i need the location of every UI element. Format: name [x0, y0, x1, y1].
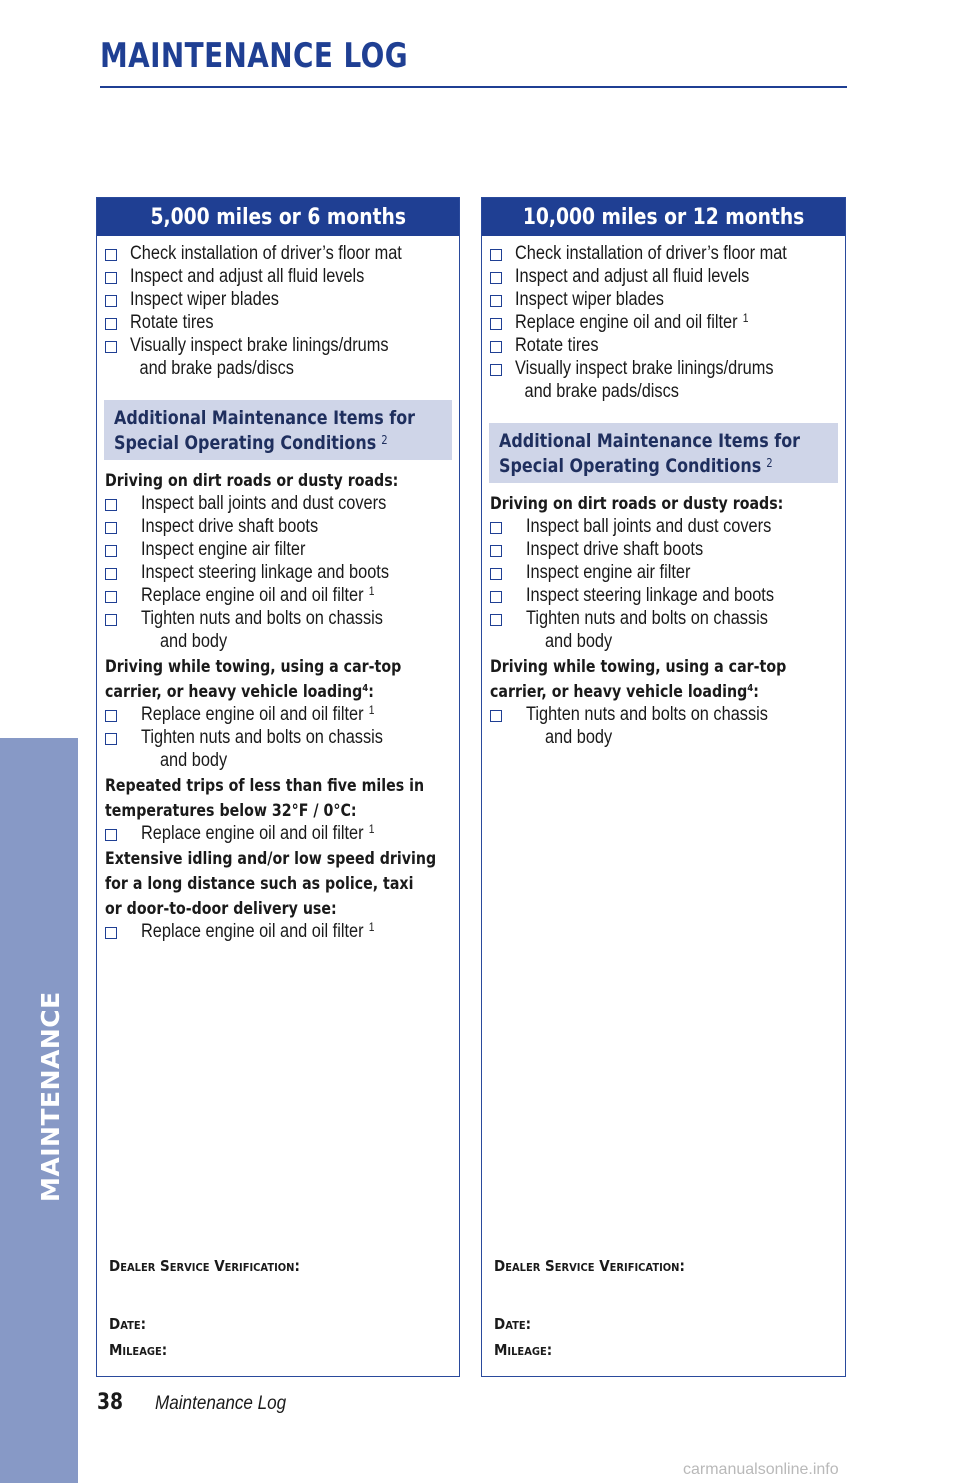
interval-header-text: 10,000 miles or 12 months [522, 204, 805, 230]
checkbox-icon[interactable] [490, 364, 502, 376]
main-checklist [105, 242, 449, 380]
column-body [482, 236, 845, 749]
checklist-item-label [526, 538, 703, 561]
checklist-item-continuation: and body [544, 631, 613, 652]
condition-heading [105, 898, 401, 920]
item-text-line: Tighten nuts and bolts on chassis [141, 608, 383, 629]
footnote-ref: 4 [747, 683, 754, 694]
checkbox-icon[interactable] [105, 614, 117, 626]
checklist-entry [490, 538, 835, 561]
checklist-item-label [141, 703, 374, 726]
checklist-entry [105, 561, 449, 584]
item-text-line: Inspect drive shaft boots [141, 516, 319, 537]
item-text-line: Inspect engine air filter [526, 562, 691, 583]
condition-section [490, 493, 835, 653]
checkbox-icon[interactable] [490, 522, 502, 534]
checklist-entry [490, 607, 835, 653]
checkbox-icon[interactable] [105, 710, 117, 722]
item-text-line: Replace engine oil and oil filter [141, 585, 364, 606]
checklist-item-label [515, 334, 599, 357]
checkbox-icon[interactable] [490, 249, 502, 261]
checklist-item[interactable] [105, 265, 449, 288]
date-label: Date: [494, 1315, 532, 1333]
checklist-item[interactable] [490, 703, 835, 726]
main-checklist [490, 242, 835, 403]
checklist-item-label [130, 311, 214, 334]
condition-checklist [105, 920, 449, 943]
condition-heading-text: temperatures below 32°F / 0°C: [105, 801, 357, 820]
footnote-ref: 1 [368, 584, 375, 598]
checklist-item-label [130, 288, 279, 311]
condition-heading-text: Driving while towing, using a car-top [490, 657, 787, 676]
checklist-entry [490, 288, 835, 311]
condition-heading [490, 681, 787, 703]
date-label: Date: [109, 1315, 147, 1333]
condition-checklist [105, 703, 449, 772]
item-text-line: Replace engine oil and oil filter [515, 312, 738, 333]
checklist-item[interactable] [105, 538, 449, 561]
checklist-entry [105, 584, 449, 607]
page-number: 38 [97, 1390, 124, 1415]
checklist-entry [105, 242, 449, 265]
condition-heading-text: Driving while towing, using a car-top [105, 657, 402, 676]
checkbox-icon[interactable] [105, 318, 117, 330]
item-text-line: Inspect wiper blades [130, 289, 279, 310]
checklist-item[interactable] [105, 584, 449, 607]
checklist-item-label [141, 492, 386, 515]
checkbox-icon[interactable] [105, 733, 117, 745]
checklist-item-label [526, 515, 771, 538]
checklist-item[interactable] [105, 920, 449, 943]
item-text-line: Inspect steering linkage and boots [141, 562, 389, 583]
title-rule [100, 86, 847, 88]
checklist-entry [105, 492, 449, 515]
checklist-item-label [515, 311, 748, 334]
footnote-ref: 1 [368, 822, 375, 836]
additional-items-title: Additional Maintenance Items for [114, 407, 416, 429]
checklist-item-label [141, 607, 383, 630]
checklist-entry [105, 311, 449, 334]
checklist-entry [490, 265, 835, 288]
item-text-line: Visually inspect brake linings/drums [130, 335, 389, 356]
condition-heading [105, 470, 401, 492]
item-text-line: Inspect and adjust all fluid levels [130, 266, 365, 287]
checklist-entry [490, 584, 835, 607]
dealer-service-verification-label: Dealer Service Verification: [494, 1257, 685, 1275]
condition-heading-suffix: : [753, 682, 759, 701]
checklist-entry [490, 357, 835, 403]
checklist-entry [105, 822, 449, 845]
condition-section [105, 656, 449, 772]
checklist-item-label [526, 703, 768, 726]
checkbox-icon[interactable] [105, 591, 117, 603]
checklist-entry [490, 515, 835, 538]
checkbox-icon[interactable] [490, 318, 502, 330]
checklist-entry [105, 265, 449, 288]
checklist-item-continuation: and brake pads/discs [524, 381, 679, 402]
checklist-item-label [526, 584, 774, 607]
footnote-ref: 2 [766, 456, 773, 470]
checklist-item-label [141, 515, 318, 538]
checkbox-icon[interactable] [105, 568, 117, 580]
checklist-item-continuation: and brake pads/discs [139, 358, 294, 379]
checklist-item-continuation: and body [159, 750, 228, 771]
item-text-line: Tighten nuts and bolts on chassis [141, 727, 383, 748]
checkbox-icon[interactable] [105, 499, 117, 511]
checklist-entry [490, 334, 835, 357]
additional-items-box [489, 423, 838, 483]
checkbox-icon[interactable] [490, 295, 502, 307]
checklist-item[interactable] [490, 242, 835, 265]
checkbox-icon[interactable] [105, 927, 117, 939]
page-footer-label: Maintenance Log [155, 1393, 287, 1414]
checklist-item[interactable] [105, 288, 449, 311]
item-text-line: Visually inspect brake linings/drums [515, 358, 774, 379]
checklist-item[interactable] [105, 515, 449, 538]
interval-header [97, 198, 459, 236]
checklist-entry [105, 703, 449, 726]
additional-items-box [104, 400, 452, 460]
checklist-entry [105, 288, 449, 311]
checkbox-icon[interactable] [105, 249, 117, 261]
checkbox-icon[interactable] [105, 829, 117, 841]
condition-section [105, 775, 449, 845]
checklist-entry [490, 561, 835, 584]
item-text-line: Replace engine oil and oil filter [141, 704, 364, 725]
checklist-item[interactable] [490, 311, 835, 334]
additional-items-title [499, 454, 775, 479]
checklist-item[interactable] [490, 515, 835, 538]
checklist-item-label [141, 538, 305, 561]
checkbox-icon[interactable] [105, 272, 117, 284]
item-text-line: Inspect ball joints and dust covers [141, 493, 387, 514]
watermark: carmanualsonline.info [683, 1461, 839, 1478]
checkbox-icon[interactable] [105, 522, 117, 534]
checkbox-icon[interactable] [105, 295, 117, 307]
condition-heading [105, 800, 401, 822]
checklist-entry [105, 726, 449, 772]
checkbox-icon[interactable] [105, 545, 117, 557]
checklist-entry [490, 311, 835, 334]
checklist-entry [105, 607, 449, 653]
checkbox-icon[interactable] [490, 545, 502, 557]
checklist-entry [490, 242, 835, 265]
checklist-item[interactable] [490, 288, 835, 311]
item-text-line: Tighten nuts and bolts on chassis [526, 704, 768, 725]
checkbox-icon[interactable] [105, 341, 117, 353]
checklist-item-label [141, 561, 389, 584]
checklist-item-label [141, 726, 383, 749]
condition-heading-text: Driving on dirt roads or dusty roads: [105, 471, 399, 490]
condition-heading-text: carrier, or heavy vehicle loading [105, 682, 363, 701]
checklist-item[interactable] [105, 492, 449, 515]
item-text-line: Inspect drive shaft boots [526, 539, 704, 560]
checkbox-icon[interactable] [490, 568, 502, 580]
condition-checklist [490, 515, 835, 653]
checklist-item[interactable] [490, 265, 835, 288]
interval-header [482, 198, 845, 236]
footnote-ref: 2 [381, 433, 388, 447]
item-text-line: Inspect steering linkage and boots [526, 585, 774, 606]
footnote-ref: 1 [742, 311, 749, 325]
checklist-item-label [141, 822, 374, 845]
checklist-item[interactable] [105, 334, 449, 357]
item-text-line: Inspect engine air filter [141, 539, 306, 560]
condition-heading [105, 848, 437, 870]
checklist-item-label [526, 607, 768, 630]
condition-heading [105, 656, 401, 678]
checklist-item[interactable] [490, 607, 835, 630]
condition-heading-text: carrier, or heavy vehicle loading [490, 682, 748, 701]
condition-section [105, 848, 449, 943]
maintenance-column [96, 197, 460, 1377]
condition-checklist [105, 822, 449, 845]
condition-heading-text: for a long distance such as police, taxi [105, 874, 414, 893]
footnote-ref: 1 [368, 703, 375, 717]
condition-heading [105, 873, 414, 895]
condition-heading-text: or door-to-door delivery use: [105, 899, 337, 918]
additional-title-text: Special Operating Conditions [114, 432, 377, 454]
checkbox-icon[interactable] [490, 341, 502, 353]
item-text-line: Inspect wiper blades [515, 289, 664, 310]
checklist-item[interactable] [490, 357, 835, 380]
page-title: MAINTENANCE LOG [100, 36, 409, 76]
column-body [97, 236, 459, 943]
condition-section [490, 656, 835, 749]
checklist-entry [105, 920, 449, 943]
condition-heading [490, 493, 787, 515]
checklist-item[interactable] [490, 561, 835, 584]
checklist-item-label [515, 357, 774, 380]
item-text-line: Rotate tires [130, 312, 214, 333]
footnote-ref: 4 [362, 683, 369, 694]
checkbox-icon[interactable] [490, 272, 502, 284]
checklist-item[interactable] [490, 334, 835, 357]
condition-heading-suffix: : [368, 682, 374, 701]
condition-checklist [490, 703, 835, 749]
footnote-ref: 1 [368, 920, 375, 934]
checklist-entry [105, 538, 449, 561]
checklist-item[interactable] [105, 311, 449, 334]
checklist-item-label [130, 334, 389, 357]
condition-heading-text: Driving on dirt roads or dusty roads: [490, 494, 784, 513]
condition-checklist [105, 492, 449, 653]
item-text-line: Replace engine oil and oil filter [141, 823, 364, 844]
checkbox-icon[interactable] [490, 591, 502, 603]
item-text-line: Check installation of driver’s floor mat [130, 243, 402, 264]
dealer-verification [109, 1256, 321, 1360]
item-text-line: Rotate tires [515, 335, 599, 356]
mileage-label: Mileage: [494, 1341, 553, 1359]
checklist-item-label [130, 242, 402, 265]
checklist-item-label [141, 584, 374, 607]
condition-heading-text: Repeated trips of less than five miles in [105, 776, 425, 795]
item-text-line: Inspect ball joints and dust covers [526, 516, 772, 537]
item-text-line: Tighten nuts and bolts on chassis [526, 608, 768, 629]
checklist-item[interactable] [105, 242, 449, 265]
item-text-line: Inspect and adjust all fluid levels [515, 266, 750, 287]
mileage-label: Mileage: [109, 1341, 168, 1359]
checklist-item-label [515, 265, 749, 288]
interval-header-text: 5,000 miles or 6 months [150, 204, 406, 230]
checklist-item-continuation: and body [159, 631, 228, 652]
checklist-entry [490, 703, 835, 749]
checklist-item[interactable] [490, 538, 835, 561]
checklist-item-label [515, 288, 664, 311]
checklist-item-label [515, 242, 787, 265]
checklist-item[interactable] [105, 822, 449, 845]
side-tab-label: MAINTENANCE [36, 991, 65, 1202]
additional-items-title [114, 431, 390, 456]
checklist-item[interactable] [105, 703, 449, 726]
item-text-line: Check installation of driver’s floor mat [515, 243, 787, 264]
checklist-item[interactable] [490, 584, 835, 607]
dealer-verification [494, 1256, 706, 1360]
condition-heading-text: Extensive idling and/or low speed driving [105, 849, 437, 868]
condition-heading [490, 656, 787, 678]
additional-items-title: Additional Maintenance Items for [499, 430, 801, 452]
item-text-line: Replace engine oil and oil filter [141, 921, 364, 942]
additional-title-text: Special Operating Conditions [499, 455, 762, 477]
checklist-item-continuation: and body [544, 727, 613, 748]
condition-heading [105, 775, 425, 797]
checklist-item[interactable] [105, 726, 449, 749]
checklist-entry [105, 515, 449, 538]
checklist-entry [105, 334, 449, 380]
checklist-item[interactable] [105, 607, 449, 630]
checklist-item-label [526, 561, 690, 584]
dealer-service-verification-label: Dealer Service Verification: [109, 1257, 300, 1275]
checklist-item[interactable] [105, 561, 449, 584]
checkbox-icon[interactable] [490, 614, 502, 626]
checklist-item-label [130, 265, 364, 288]
condition-heading [105, 681, 401, 703]
checkbox-icon[interactable] [490, 710, 502, 722]
maintenance-column [481, 197, 846, 1377]
condition-section [105, 470, 449, 653]
checklist-item-label [141, 920, 374, 943]
